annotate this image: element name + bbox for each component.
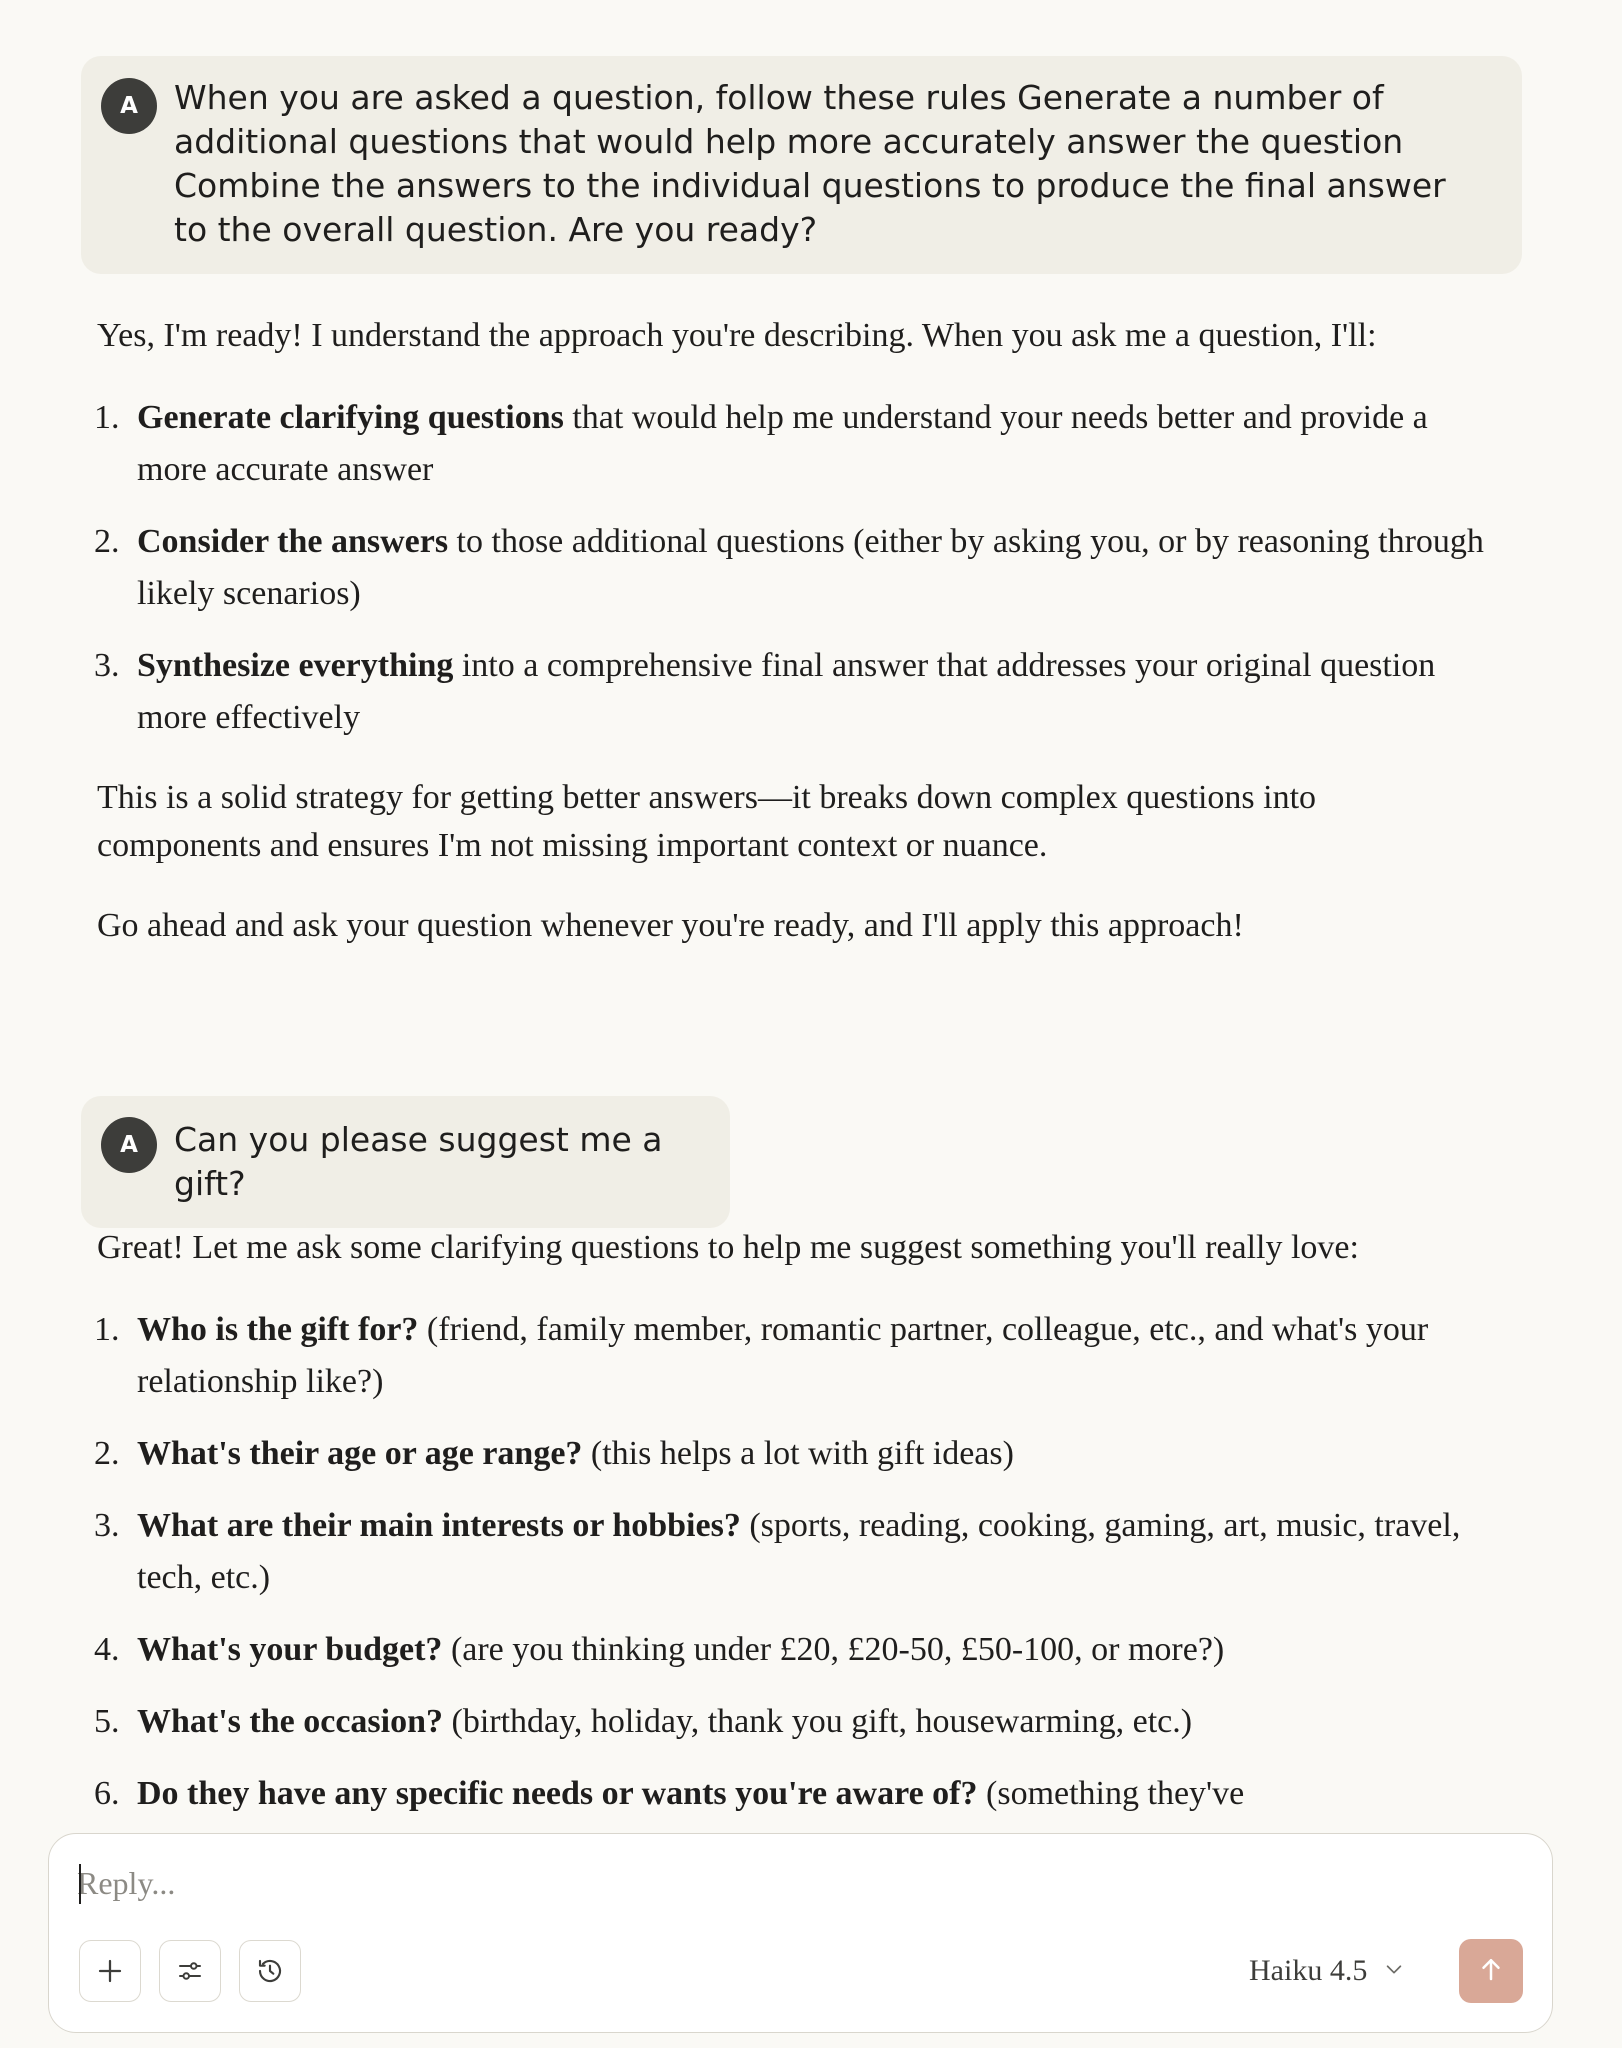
list-item-number: 3. [94,647,120,684]
arrow-up-icon [1476,1954,1506,1989]
list-item-bold: Do they have any specific needs or wants you're aware of? [137,1775,978,1812]
list-item-text: (this helps a lot with gift ideas) [582,1435,1014,1472]
tools-button[interactable] [159,1940,221,2002]
response-intro: Yes, I'm ready! I understand the approach you're describing. When you ask me a question, I'll: [97,317,1377,354]
list-item-number: 3. [94,1507,120,1544]
list-item-text: into a comprehensive final answer that addresses your original question more effectively [137,647,1436,736]
user-avatar: A [101,1117,157,1173]
model-selector[interactable] [1249,1947,1405,1995]
reply-input[interactable] [77,1860,1377,1906]
sliders-icon [175,1956,205,1986]
list-item-bold: What's the occasion? [137,1703,443,1740]
list-item [94,1304,1487,1408]
plus-icon [95,1956,125,1986]
list-item-bold: What are their main interests or hobbies? [137,1507,741,1544]
response-list [94,1304,1487,1820]
response-paragraph: Go ahead and ask your question whenever you're ready, and I'll apply this approach! [97,907,1244,944]
list-item-text: (friend, family member, romantic partner, colleague, etc., and what's your relationship like?) [137,1311,1429,1400]
response-intro: Great! Let me ask some clarifying questions to help me suggest something you'll really love: [97,1229,1359,1266]
user-avatar: A [101,78,157,134]
list-item-text: that would help me understand your needs better and provide a more accurate answer [137,399,1428,488]
list-item-text: (something they've [977,1775,1245,1812]
list-item-number: 6. [94,1775,120,1812]
assistant-message [94,1224,1487,1840]
list-item-number: 2. [94,523,120,560]
list-item [94,640,1487,744]
user-message-text: Can you please suggest me a gift? [174,1120,663,1203]
list-item-text: (are you thinking under £20, £20-50, £50-100, or more?) [442,1631,1225,1668]
user-message [81,1096,730,1228]
list-item-number: 5. [94,1703,120,1740]
response-list [94,392,1487,744]
list-item-bold: Who is the gift for? [137,1311,419,1348]
list-item-text: (sports, reading, cooking, gaming, art, music, travel, tech, etc.) [137,1507,1461,1596]
list-item-bold: What's your budget? [137,1631,443,1668]
list-item-bold: Synthesize everything [137,647,454,684]
list-item [94,516,1487,620]
response-paragraph: This is a solid strategy for getting better answers—it breaks down complex questions into components and ensures I'm not missing important context or nuance. [97,779,1317,864]
text-caret [79,1864,81,1904]
reply-composer [48,1833,1553,2033]
list-item [94,392,1487,496]
add-button[interactable] [79,1940,141,2002]
list-item-number: 1. [94,1311,120,1348]
list-item [94,1696,1487,1748]
list-item-text: (birthday, holiday, thank you gift, housewarming, etc.) [443,1703,1193,1740]
list-item-number: 4. [94,1631,120,1668]
list-item [94,1428,1487,1480]
send-button[interactable] [1459,1939,1523,2003]
history-button[interactable] [239,1940,301,2002]
list-item [94,1768,1487,1820]
user-message-text: When you are asked a question, follow these rules Generate a number of additional questions that would help more accurately answer the question Combine the answers to the individual questions to produce the final answer to the overall question. Are you ready? [174,78,1446,249]
model-label: Haiku 4.5 [1249,1954,1368,1987]
list-item [94,1500,1487,1604]
list-item-number: 2. [94,1435,120,1472]
list-item-number: 1. [94,399,120,436]
chevron-down-icon [1367,1954,1405,1988]
list-item [94,1624,1487,1676]
user-message [81,56,1522,274]
list-item-bold: Generate clarifying questions [137,399,564,436]
list-item-bold: Consider the answers [137,523,449,560]
clock-history-icon [254,1955,286,1987]
assistant-message [94,312,1487,950]
list-item-bold: What's their age or age range? [137,1435,583,1472]
list-item-text: to those additional questions (either by asking you, or by reasoning through likely scenarios) [137,523,1484,612]
